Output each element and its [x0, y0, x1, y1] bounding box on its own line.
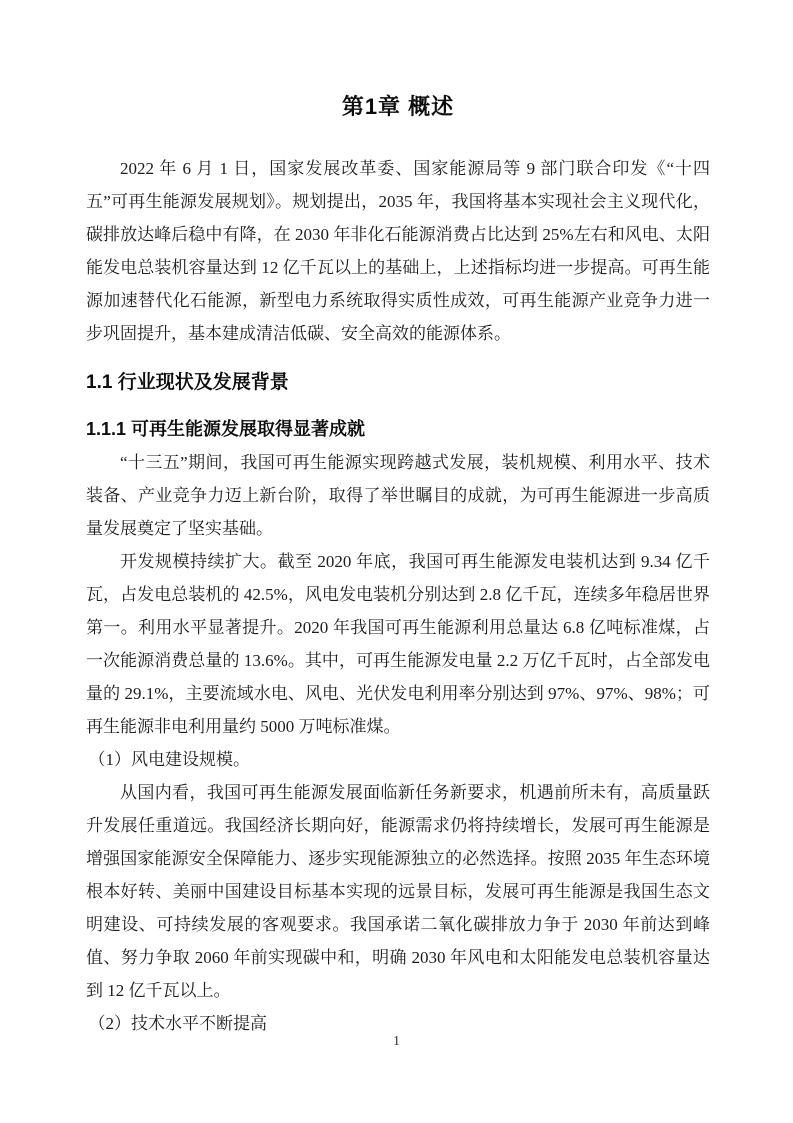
list-item-2-technology: （2）技术水平不断提高 — [88, 1014, 268, 1033]
heading-1-1: 1.1 行业现状及发展背景 — [86, 372, 289, 393]
chapter-title: 第1章 概述 — [341, 94, 455, 119]
page-number: 1 — [393, 1034, 400, 1049]
paragraph-intro: 2022 年 6 月 1 日，国家发展改革委、国家能源局等 9 部门联合印发《“十四五”可再生能源发展规划》。规划提出，2035 年，我国将基本实现社会主义现代化，碳排放达峰后稳中有降，在 2030 年非化石能源消费占比达到 25%左右和风电、太阳能发电总装机容量达到 12 亿千瓦以上的基础上，上述指标均进一步提高。可再生能源加速替代化石能源，新型电力系统取得实质性成效，可再生能源产业竞争力进一步巩固提升，基本建成清洁低碳、安全高效的能源体系。 — [86, 159, 710, 343]
paragraph-domestic-outlook: 从国内看，我国可再生能源发展面临新任务新要求，机遇前所未有，高质量跃升发展任重道远。我国经济长期向好，能源需求仍将持续增长，发展可再生能源是增强国家能源安全保障能力、逐步实现能源独立的必然选择。按照 2035 年生态环境根本好转、美丽中国建设目标基本实现的远景目标，发展可再生能源是我国生态文明建设、可持续发展的客观要求。我国承诺二氧化碳排放力争于 2030 年前达到峰值、努力争取 2060 年前实现碳中和，明确 2030 年风电和太阳能发电总装机容量达到 12 亿千瓦以上。 — [86, 783, 710, 1000]
list-item-1-wind-power: （1）风电建设规模。 — [88, 750, 251, 769]
paragraph-development-scale: 开发规模持续扩大。截至 2020 年底，我国可再生能源发电装机达到 9.34 亿千瓦，占发电总装机的 42.5%，风电发电装机分别达到 2.8 亿千瓦，连续多年稳居世界第一。利用水平显著提升。2020 年我国可再生能源利用总量达 6.8 亿吨标准煤，占一次能源消费总量的 13.6%。其中，可再生能源发电量 2.2 万亿千瓦时，占全部发电量的 29.1%，主要流域水电、风电、光伏发电利用率分别达到 97%、97%、98%；可再生能源非电利用量约 5000 万吨标准煤。 — [86, 552, 710, 736]
heading-1-1-1: 1.1.1 可再生能源发展取得显著成就 — [86, 419, 366, 439]
paragraph-13th-five-year: “十三五”期间，我国可再生能源实现跨越式发展，装机规模、利用水平、技术装备、产业竞争力迈上新台阶，取得了举世瞩目的成就，为可再生能源进一步高质量发展奠定了坚实基础。 — [86, 453, 710, 538]
